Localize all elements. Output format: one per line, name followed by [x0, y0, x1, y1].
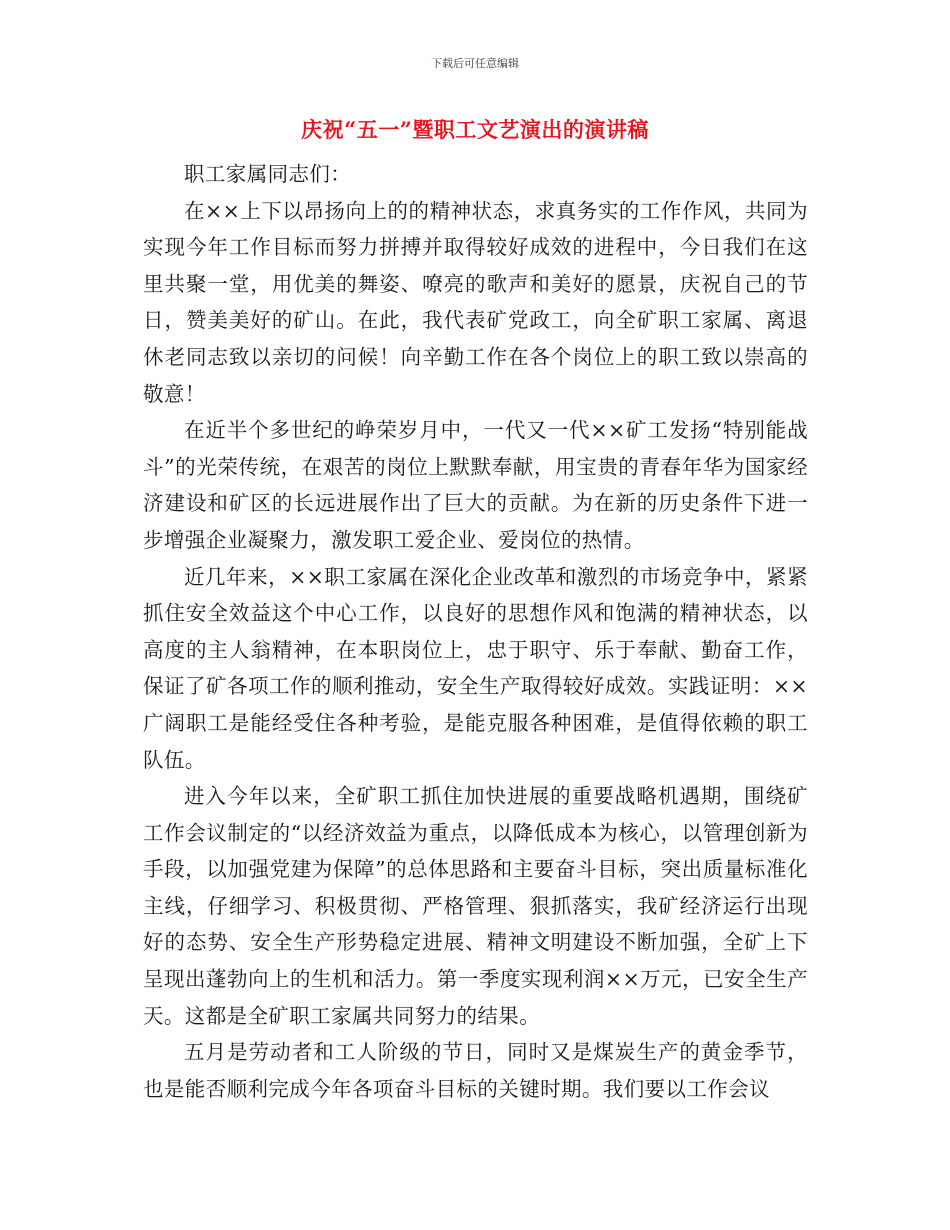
salutation: 职工家属同志们： — [184, 162, 352, 186]
paragraph-1: 在××上下以昂扬向上的的精神状态，求真务实的工作作风，共同为实现今年工作目标而努力拼搏并取得较好成效的进程中，今日我们在这里共聚一堂，用优美的舞姿、嘹亮的歌声和美好的愿景，庆祝自己的节日，赞美美好的矿山。在此，我代表矿党政工，向全矿职工家属、离退休老同志致以亲切的问候！向辛勤工作在各个岗位上的职工致以崇高的敬意！ — [143, 198, 808, 406]
header-note: 下载后可任意编辑 — [431, 57, 519, 70]
paragraph-3: 近几年来，××职工家属在深化企业改革和激烈的市场竞争中，紧紧抓住安全效益这个中心工作，以良好的思想作风和饱满的精神状态，以高度的主人翁精神，在本职岗位上，忠于职守、乐于奉献、勤奋工作，保证了矿各项工作的顺利推动，安全生产取得较好成效。实践证明：××广阔职工是能经受住各种考验，是能克服各种困难，是值得依赖的职工队伍。 — [143, 564, 808, 772]
document-body — [143, 156, 850, 1107]
paragraph-2: 在近半个多世纪的峥荣岁月中，一代又一代××矿工发扬“特别能战斗”的光荣传统，在艰苦的岗位上默默奉献，用宝贵的青春年华为国家经济建设和矿区的长远进展作出了巨大的贡献。为在新的历史条件下进一步增强企业凝聚力，激发职工爱企业、爱岗位的热情。 — [143, 418, 808, 552]
document-title: 庆祝“五一”暨职工文艺演出的演讲稿 — [301, 117, 649, 142]
paragraph-5: 五月是劳动者和工人阶级的节日，同时又是煤炭生产的黄金季节，也是能否顺利完成今年各项奋斗目标的关键时期。我们要以工作会议 — [143, 1040, 808, 1101]
paragraph-4: 进入今年以来，全矿职工抓住加快进展的重要战略机遇期，围绕矿工作会议制定的“以经济效益为重点，以降低成本为核心，以管理创新为手段，以加强党建为保障”的总体思路和主要奋斗目标，突出质量标准化主线，仔细学习、积极贯彻、严格管理、狠抓落实，我矿经济运行出现好的态势、安全生产形势稳定进展、精神文明建设不断加强，全矿上下呈现出蓬勃向上的生机和活力。第一季度实现利润××万元，已安全生产 天。这都是全矿职工家属共同努力的结果。 — [143, 784, 850, 1028]
